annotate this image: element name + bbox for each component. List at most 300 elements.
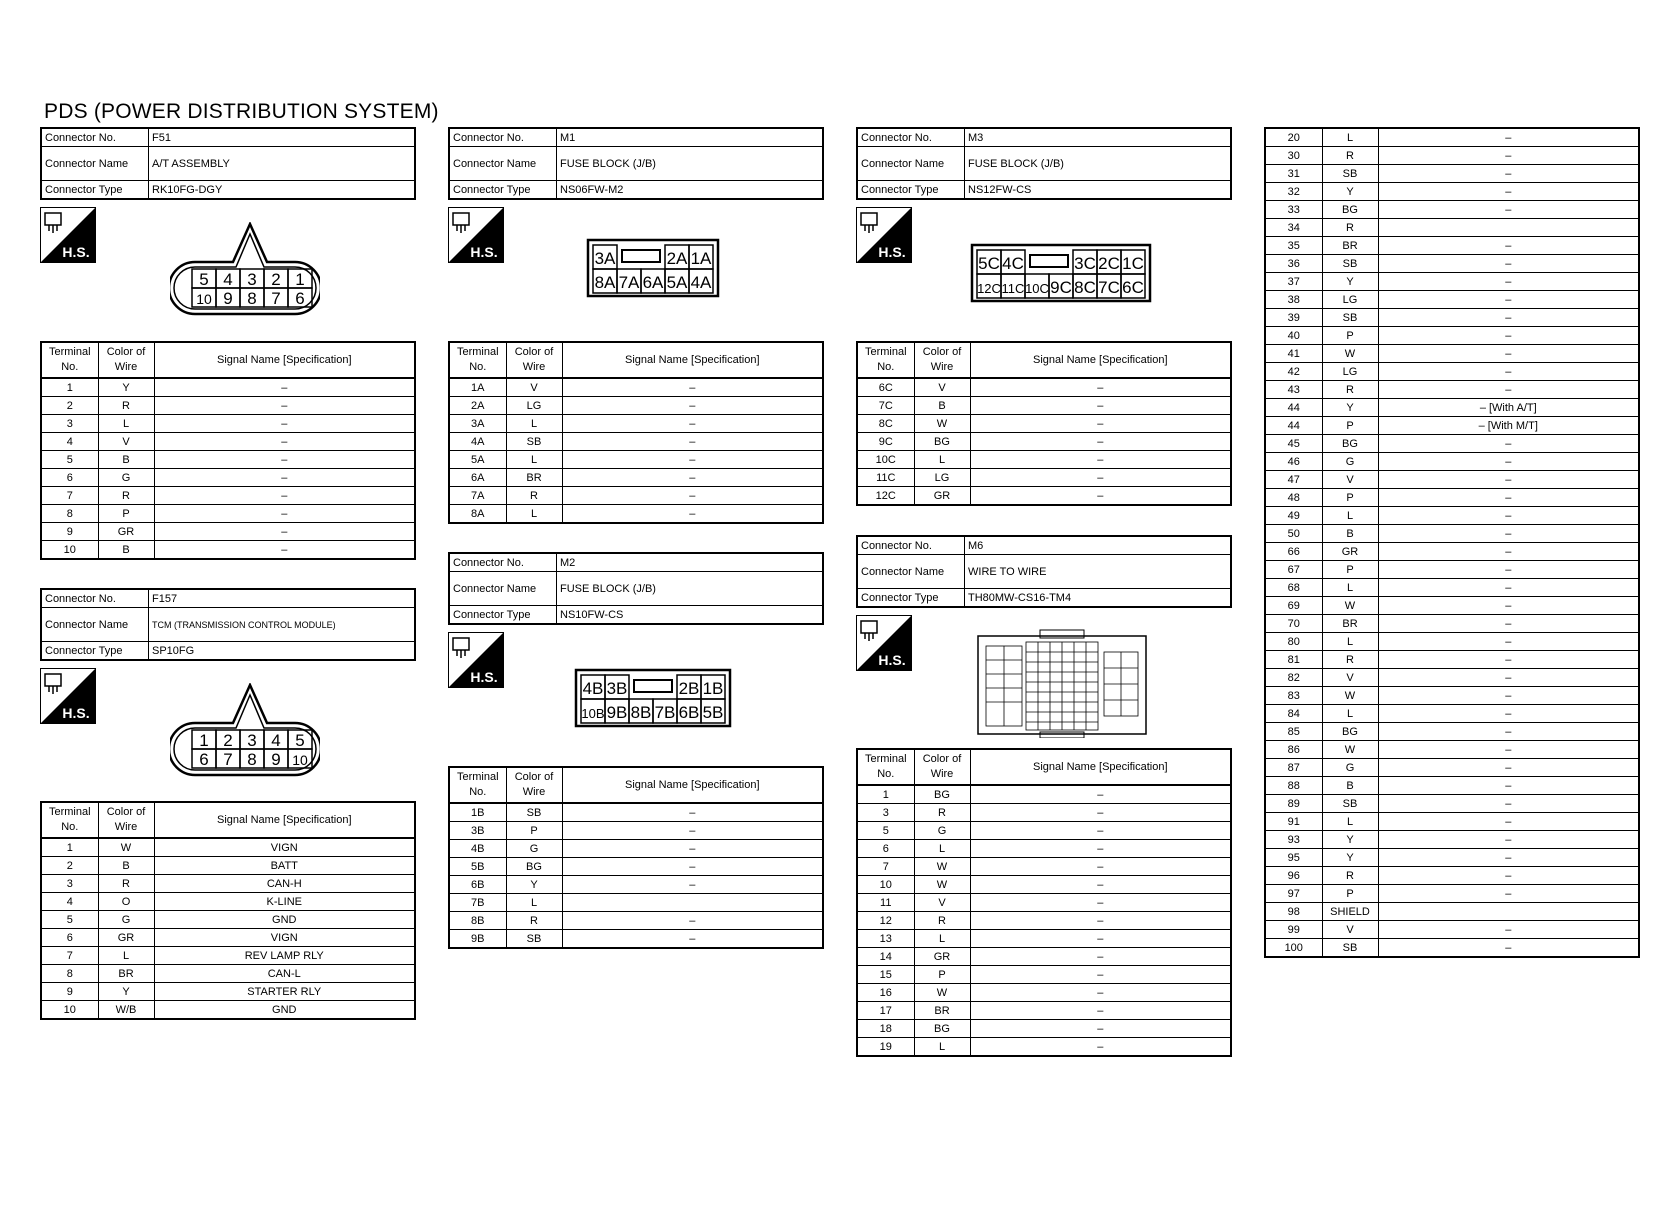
signal-name: –	[562, 378, 823, 397]
table-row	[1265, 777, 1639, 795]
signal-name: –	[154, 378, 415, 397]
connector-no: F51	[149, 128, 416, 147]
hs-label: H.S.	[62, 705, 90, 721]
signal-name: –	[154, 397, 415, 415]
connector-latch	[634, 680, 672, 692]
pin-number: 4C	[1002, 254, 1024, 273]
terminal-no: 82	[1265, 669, 1322, 687]
table-row	[449, 487, 823, 505]
pin-number: 1	[199, 731, 209, 750]
wire-color: SB	[1322, 255, 1378, 273]
signal-name: –	[1378, 381, 1639, 399]
table-row	[1265, 327, 1639, 345]
terminal-no: 8C	[857, 415, 914, 433]
connector-no: M3	[965, 128, 1232, 147]
pin-number: 3C	[1074, 254, 1096, 273]
wire-color: G	[98, 469, 154, 487]
signal-name: –	[970, 966, 1231, 984]
signal-name: –	[970, 804, 1231, 822]
signal-name: –	[1378, 435, 1639, 453]
wire-color: R	[1322, 147, 1378, 165]
wire-color: O	[98, 893, 154, 911]
terminal-no: 98	[1265, 903, 1322, 921]
pin-table-m3	[856, 341, 1232, 506]
pin-table-m6-continued	[1264, 127, 1640, 958]
signal-name: –	[1378, 327, 1639, 345]
terminal-no: 2	[41, 857, 98, 875]
terminal-no: 16	[857, 984, 914, 1002]
table-row	[1265, 219, 1639, 237]
wire-color: BR	[506, 469, 562, 487]
terminal-no: 7	[41, 487, 98, 505]
terminal-no: 8B	[449, 912, 506, 930]
table-row	[41, 983, 415, 1001]
wire-color: L	[506, 894, 562, 912]
table-row	[857, 822, 1231, 840]
table-row	[1265, 345, 1639, 363]
signal-name: –	[1378, 345, 1639, 363]
terminal-no: 8	[41, 505, 98, 523]
pin-number: 5	[199, 270, 209, 289]
pin-number: 6A	[642, 273, 664, 292]
table-row	[1265, 669, 1639, 687]
table-row	[857, 1038, 1231, 1057]
signal-name: –	[562, 415, 823, 433]
signal-name: –	[1378, 273, 1639, 291]
table-row	[1265, 183, 1639, 201]
pin-number: 10B	[581, 706, 605, 721]
signal-name: BATT	[154, 857, 415, 875]
table-row	[449, 912, 823, 930]
signal-name: –	[562, 505, 823, 524]
table-row	[449, 930, 823, 949]
table-row	[857, 948, 1231, 966]
signal-name: –	[1378, 669, 1639, 687]
connector-type: TH80MW-CS16-TM4	[965, 589, 1232, 608]
wire-color: P	[1322, 561, 1378, 579]
signal-name: –	[970, 397, 1231, 415]
terminal-no: 10	[857, 876, 914, 894]
terminal-no: 30	[1265, 147, 1322, 165]
connector-face-m6	[976, 628, 1148, 738]
terminal-no: 9C	[857, 433, 914, 451]
pin-number: 9C	[1050, 278, 1072, 297]
signal-name: –	[154, 415, 415, 433]
wire-color: SB	[506, 803, 562, 822]
terminal-no: 1	[857, 785, 914, 804]
page-title: PDS (POWER DISTRIBUTION SYSTEM)	[44, 100, 439, 123]
pin-number: 6B	[678, 703, 700, 722]
signal-name: STARTER RLY	[154, 983, 415, 1001]
table-row	[1265, 525, 1639, 543]
signal-name: –	[1378, 777, 1639, 795]
table-row	[1265, 399, 1639, 417]
table-row	[1265, 921, 1639, 939]
signal-name: –	[1378, 849, 1639, 867]
pin-number: 9	[223, 289, 233, 308]
wire-color: SB	[1322, 939, 1378, 958]
wire-color: W	[1322, 687, 1378, 705]
wire-color: G	[98, 911, 154, 929]
signal-name	[1378, 219, 1639, 237]
terminal-no: 7C	[857, 397, 914, 415]
signal-name: K-LINE	[154, 893, 415, 911]
wire-color: L	[506, 451, 562, 469]
signal-name: –	[970, 858, 1231, 876]
header-color-of-wire: Color of Wire	[98, 802, 154, 838]
wire-color: W	[1322, 597, 1378, 615]
signal-name: – [With A/T]	[1378, 399, 1639, 417]
pin-table-m1	[448, 341, 824, 524]
connector-f157	[40, 588, 416, 661]
connector-f51	[40, 127, 416, 200]
terminal-no: 83	[1265, 687, 1322, 705]
table-row	[1265, 597, 1639, 615]
pin-number: 5C	[978, 254, 1000, 273]
table-row	[41, 487, 415, 505]
pin-number: 8	[247, 289, 257, 308]
wire-color: L	[914, 1038, 970, 1057]
signal-name	[1378, 903, 1639, 921]
pin-number: 6	[199, 750, 209, 769]
terminal-no: 50	[1265, 525, 1322, 543]
wire-color: BG	[506, 858, 562, 876]
table-row	[449, 505, 823, 524]
terminal-no: 44	[1265, 399, 1322, 417]
terminal-no: 9B	[449, 930, 506, 949]
table-row	[857, 397, 1231, 415]
signal-name: –	[562, 930, 823, 949]
signal-name: –	[1378, 489, 1639, 507]
terminal-no: 11C	[857, 469, 914, 487]
signal-name: –	[1378, 615, 1639, 633]
wire-color: B	[98, 857, 154, 875]
terminal-no: 97	[1265, 885, 1322, 903]
wire-color: L	[1322, 507, 1378, 525]
label-connector-type: Connector Type	[857, 181, 965, 200]
table-row	[449, 433, 823, 451]
label-connector-no: Connector No.	[41, 128, 149, 147]
wire-color: V	[914, 894, 970, 912]
pin-number: 12C	[977, 281, 1001, 296]
table-row	[857, 858, 1231, 876]
table-row	[1265, 273, 1639, 291]
terminal-no: 100	[1265, 939, 1322, 958]
table-row	[449, 469, 823, 487]
table-row	[1265, 471, 1639, 489]
table-row	[1265, 723, 1639, 741]
pin-table-header	[857, 749, 1231, 785]
wire-color: B	[98, 451, 154, 469]
terminal-no: 80	[1265, 633, 1322, 651]
table-row	[1265, 687, 1639, 705]
signal-name	[562, 894, 823, 912]
wire-color: BG	[1322, 723, 1378, 741]
wire-color: LG	[1322, 291, 1378, 309]
table-row	[41, 415, 415, 433]
wire-color: SB	[1322, 309, 1378, 327]
signal-name: –	[1378, 525, 1639, 543]
wire-color: B	[1322, 525, 1378, 543]
terminal-no: 40	[1265, 327, 1322, 345]
label-connector-name: Connector Name	[857, 555, 965, 589]
table-row	[449, 415, 823, 433]
signal-name: –	[970, 1038, 1231, 1057]
wire-color: R	[98, 875, 154, 893]
table-row	[41, 857, 415, 875]
wire-color: P	[506, 822, 562, 840]
pin-number: 7	[271, 289, 281, 308]
terminal-no: 6	[41, 469, 98, 487]
terminal-no: 91	[1265, 813, 1322, 831]
pin-number: 5A	[666, 273, 688, 292]
hs-icon	[448, 207, 504, 263]
terminal-no: 99	[1265, 921, 1322, 939]
terminal-no: 84	[1265, 705, 1322, 723]
signal-name: –	[1378, 651, 1639, 669]
wire-color: P	[1322, 885, 1378, 903]
table-row	[1265, 201, 1639, 219]
table-row	[1265, 147, 1639, 165]
signal-name: –	[970, 840, 1231, 858]
pin-table-f51	[40, 341, 416, 560]
terminal-no: 7A	[449, 487, 506, 505]
pin-number: 4	[271, 731, 281, 750]
terminal-no: 9	[41, 523, 98, 541]
wire-color: Y	[1322, 399, 1378, 417]
wire-color: GR	[914, 948, 970, 966]
signal-name: –	[1378, 885, 1639, 903]
wire-color: Y	[98, 378, 154, 397]
signal-name: –	[1378, 507, 1639, 525]
pin-number: 1	[295, 270, 305, 289]
signal-name: –	[562, 803, 823, 822]
table-row	[41, 397, 415, 415]
table-row	[41, 469, 415, 487]
hs-label: H.S.	[62, 244, 90, 260]
wire-color: B	[914, 397, 970, 415]
wire-color: Y	[1322, 831, 1378, 849]
terminal-no: 88	[1265, 777, 1322, 795]
table-row	[1265, 795, 1639, 813]
header-signal-name: Signal Name [Specification]	[154, 802, 415, 838]
terminal-no: 3	[41, 415, 98, 433]
pin-number: 3B	[606, 679, 628, 698]
table-row	[1265, 561, 1639, 579]
wire-color: V	[98, 433, 154, 451]
wire-color: BG	[914, 785, 970, 804]
terminal-no: 6C	[857, 378, 914, 397]
table-row	[857, 785, 1231, 804]
hs-label: H.S.	[470, 244, 498, 260]
signal-name: –	[1378, 813, 1639, 831]
terminal-no: 35	[1265, 237, 1322, 255]
pin-number: 4B	[582, 679, 604, 698]
table-row	[857, 840, 1231, 858]
terminal-no: 5A	[449, 451, 506, 469]
signal-name: –	[562, 840, 823, 858]
wire-color: W	[914, 876, 970, 894]
header-terminal-no: Terminal No.	[857, 342, 914, 378]
label-connector-name: Connector Name	[857, 147, 965, 181]
terminal-no: 5	[41, 911, 98, 929]
terminal-no: 42	[1265, 363, 1322, 381]
pin-number: 5	[295, 731, 305, 750]
signal-name: –	[1378, 723, 1639, 741]
terminal-no: 3	[857, 804, 914, 822]
connector-face-f51	[170, 222, 320, 317]
pin-number: 10	[292, 752, 308, 768]
wire-color: SB	[506, 433, 562, 451]
pin-table-header	[41, 342, 415, 378]
signal-name: –	[562, 876, 823, 894]
signal-name: REV LAMP RLY	[154, 947, 415, 965]
connector-info-table	[856, 535, 1232, 608]
wire-color: BR	[98, 965, 154, 983]
signal-name: –	[970, 948, 1231, 966]
label-connector-type: Connector Type	[41, 181, 149, 200]
pin-number: 4A	[690, 273, 712, 292]
connector-no: M6	[965, 536, 1232, 555]
table-row	[449, 378, 823, 397]
header-signal-name: Signal Name [Specification]	[562, 342, 823, 378]
wire-color: GR	[914, 487, 970, 506]
signal-name: –	[1378, 939, 1639, 958]
connector-m3	[856, 127, 1232, 200]
wire-color: Y	[1322, 183, 1378, 201]
header-signal-name: Signal Name [Specification]	[562, 767, 823, 803]
terminal-no: 36	[1265, 255, 1322, 273]
wire-color: G	[914, 822, 970, 840]
table-row	[857, 469, 1231, 487]
table-row	[449, 858, 823, 876]
terminal-no: 6	[41, 929, 98, 947]
terminal-no: 2A	[449, 397, 506, 415]
connector-info-table	[40, 588, 416, 661]
terminal-no: 33	[1265, 201, 1322, 219]
terminal-no: 45	[1265, 435, 1322, 453]
hs-label: H.S.	[878, 244, 906, 260]
signal-name: –	[1378, 831, 1639, 849]
hs-icon	[40, 668, 96, 724]
connector-type: SP10FG	[149, 642, 416, 661]
pin-number: 3	[247, 731, 257, 750]
terminal-no: 86	[1265, 741, 1322, 759]
connector-name: WIRE TO WIRE	[965, 555, 1232, 589]
wire-color: SB	[1322, 795, 1378, 813]
terminal-no: 1	[41, 378, 98, 397]
pin-number: 7B	[654, 703, 676, 722]
table-row	[41, 965, 415, 983]
signal-name: –	[1378, 128, 1639, 147]
hs-icon	[856, 615, 912, 671]
table-row	[857, 451, 1231, 469]
signal-name: –	[1378, 705, 1639, 723]
table-row	[1265, 939, 1639, 958]
table-row	[857, 433, 1231, 451]
pin-number: 3A	[594, 249, 616, 268]
table-row	[1265, 363, 1639, 381]
signal-name: –	[562, 822, 823, 840]
signal-name: –	[1378, 291, 1639, 309]
signal-name: –	[1378, 921, 1639, 939]
pin-number: 1B	[702, 679, 724, 698]
hs-label: H.S.	[878, 652, 906, 668]
table-row	[1265, 813, 1639, 831]
label-connector-type: Connector Type	[449, 181, 557, 200]
connector-m1	[448, 127, 824, 200]
label-connector-name: Connector Name	[41, 608, 149, 642]
header-terminal-no: Terminal No.	[857, 749, 914, 785]
terminal-no: 66	[1265, 543, 1322, 561]
connector-name: FUSE BLOCK (J/B)	[557, 572, 824, 606]
signal-name: –	[1378, 309, 1639, 327]
wire-color: V	[914, 378, 970, 397]
pin-table-m6	[856, 748, 1232, 1057]
wire-color: W	[914, 415, 970, 433]
terminal-no: 6B	[449, 876, 506, 894]
wire-color: P	[1322, 327, 1378, 345]
signal-name: –	[970, 433, 1231, 451]
terminal-no: 1A	[449, 378, 506, 397]
wire-color: G	[1322, 453, 1378, 471]
terminal-no: 41	[1265, 345, 1322, 363]
terminal-no: 10	[41, 541, 98, 560]
connector-type: NS10FW-CS	[557, 606, 824, 625]
signal-name: –	[970, 378, 1231, 397]
connector-latch	[1030, 255, 1068, 267]
wire-color: W	[98, 838, 154, 857]
signal-name: –	[562, 451, 823, 469]
wire-color: LG	[1322, 363, 1378, 381]
terminal-no: 2	[41, 397, 98, 415]
signal-name: –	[1378, 687, 1639, 705]
table-row	[857, 930, 1231, 948]
table-row	[449, 840, 823, 858]
table-row	[1265, 633, 1639, 651]
table-row	[1265, 849, 1639, 867]
pin-number: 4	[223, 270, 233, 289]
table-row	[857, 378, 1231, 397]
table-row	[1265, 651, 1639, 669]
terminal-no: 4	[41, 893, 98, 911]
connector-latch	[622, 250, 660, 262]
header-color-of-wire: Color of Wire	[914, 749, 970, 785]
pin-number: 10C	[1025, 281, 1049, 296]
table-row	[41, 929, 415, 947]
pin-number: 11C	[1001, 281, 1025, 296]
wire-color: BG	[914, 1020, 970, 1038]
wire-color: BG	[1322, 435, 1378, 453]
wire-color: G	[506, 840, 562, 858]
wire-color: G	[1322, 759, 1378, 777]
pin-number: 6	[295, 289, 305, 308]
signal-name: –	[970, 876, 1231, 894]
table-row	[41, 451, 415, 469]
wire-color: V	[1322, 471, 1378, 489]
pin-number: 5B	[702, 703, 724, 722]
signal-name: CAN-H	[154, 875, 415, 893]
terminal-no: 11	[857, 894, 914, 912]
wire-color: P	[98, 505, 154, 523]
table-row	[449, 822, 823, 840]
terminal-no: 70	[1265, 615, 1322, 633]
pin-number: 7C	[1098, 278, 1120, 297]
table-row	[857, 415, 1231, 433]
wire-color: V	[1322, 669, 1378, 687]
terminal-no: 10	[41, 1001, 98, 1020]
pin-table	[40, 801, 416, 1020]
